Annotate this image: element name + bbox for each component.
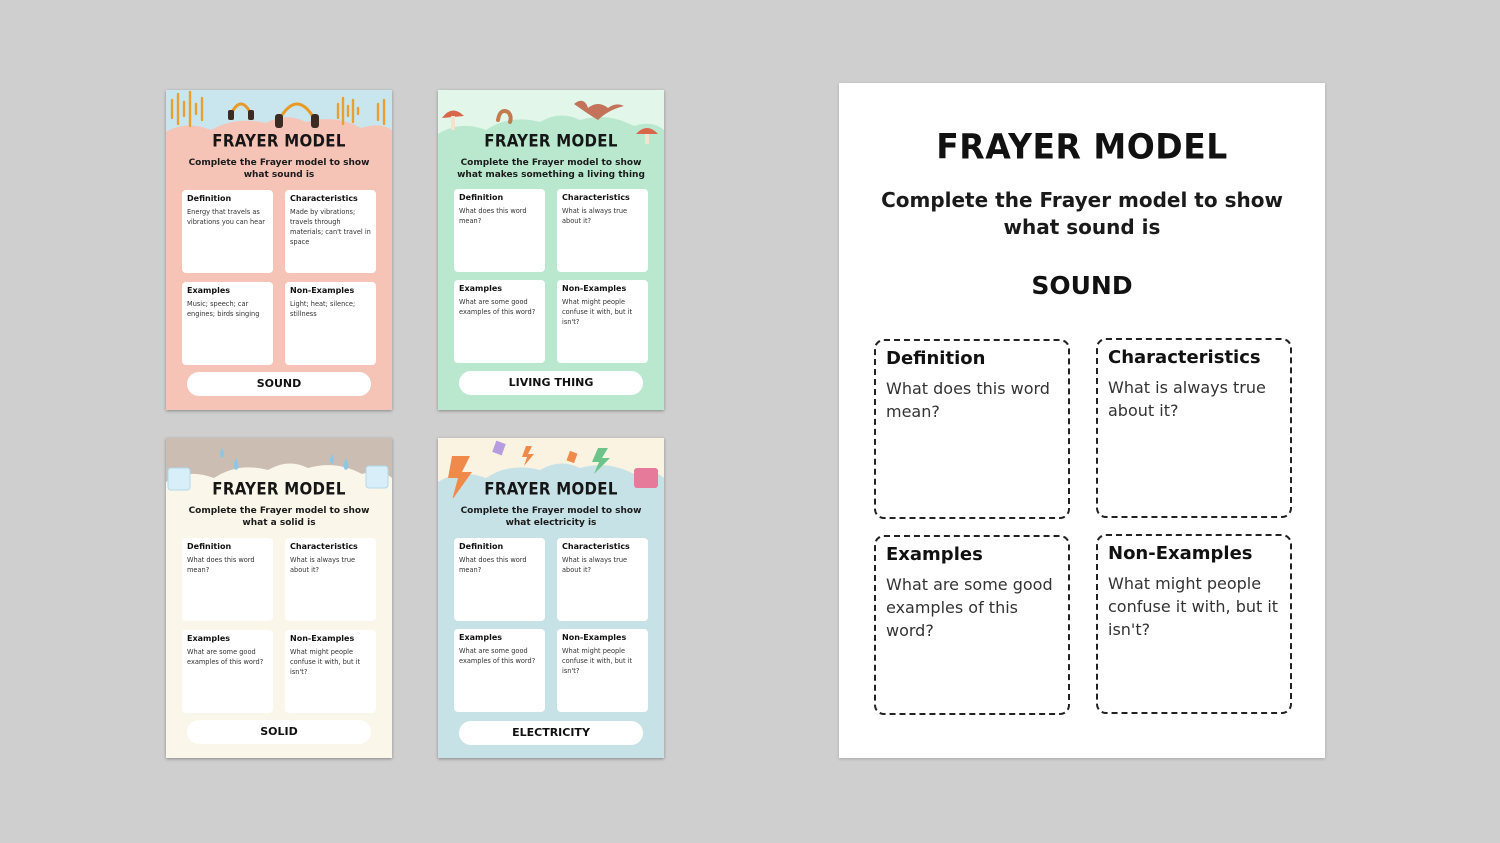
worksheet-subtitle: Complete the Frayer model to show what sound is (881, 188, 1283, 239)
concept-word: ELECTRICITY (459, 721, 643, 745)
examples-box[interactable] (182, 282, 273, 365)
box-heading: Non-Examples (562, 633, 627, 642)
box-text: What might people confuse it with, but it isn't? (290, 648, 361, 676)
box-text: What might people confuse it with, but it isn't? (562, 647, 633, 675)
frayer-card-sound[interactable] (166, 90, 392, 410)
definition-box[interactable] (874, 339, 1070, 519)
box-heading: Non-Examples (290, 286, 355, 295)
box-heading: Characteristics (562, 193, 630, 202)
box-heading: Characteristics (1108, 347, 1261, 368)
box-heading: Examples (459, 284, 503, 293)
examples-box[interactable] (182, 630, 273, 713)
bat-icon (574, 101, 624, 120)
box-text: What are some good examples of this word? (459, 647, 536, 665)
box-text: Energy that travels as vibrations you can hear (187, 208, 265, 226)
card-title: FRAYER MODEL (484, 479, 618, 499)
concept-word: SOLID (187, 720, 371, 744)
box-text: Made by vibrations; travels through materials; can't travel in space (290, 208, 371, 246)
card-title: FRAYER MODEL (212, 479, 346, 499)
card-subtitle: Complete the Frayer model to show what sound is (188, 158, 370, 180)
box-text: What is always true about it? (562, 556, 628, 574)
box-heading: Examples (459, 633, 503, 642)
box-text: What is always true about it? (562, 207, 628, 225)
box-heading: Non-Examples (562, 284, 627, 293)
card-subtitle: Complete the Frayer model to show what electricity is (460, 506, 642, 528)
box-heading: Non-Examples (290, 634, 355, 643)
worksheet-preview[interactable] (839, 83, 1325, 758)
box-heading: Definition (459, 542, 504, 551)
card-title: FRAYER MODEL (484, 131, 618, 151)
box-text: What does this word mean? (187, 556, 255, 574)
definition-box[interactable] (454, 189, 545, 272)
examples-box[interactable] (454, 629, 545, 712)
box-heading: Definition (886, 348, 986, 369)
box-text: What is always true about it? (1108, 378, 1266, 420)
card-subtitle: Complete the Frayer model to show what makes something a living thing (457, 158, 645, 180)
box-text: Music; speech; car engines; birds singing (187, 300, 260, 318)
frayer-card-living-thing[interactable] (438, 90, 664, 410)
box-text: What might people confuse it with, but it isn't? (562, 298, 633, 326)
box-heading: Examples (886, 544, 983, 565)
box-text: What does this word mean? (459, 556, 527, 574)
non-examples-box[interactable] (285, 282, 376, 365)
card-title: FRAYER MODEL (212, 131, 346, 151)
definition-box[interactable] (182, 538, 273, 621)
examples-box[interactable] (454, 280, 545, 363)
box-heading: Examples (187, 286, 231, 295)
box-text: What are some good examples of this word? (187, 648, 264, 666)
concept-word: LIVING THING (459, 371, 643, 395)
box-text: What are some good examples of this word? (886, 575, 1053, 640)
box-heading: Examples (187, 634, 231, 643)
characteristics-box[interactable] (1096, 338, 1292, 518)
box-heading: Definition (187, 542, 232, 551)
characteristics-box[interactable] (285, 538, 376, 621)
characteristics-box[interactable] (285, 190, 376, 273)
box-heading: Non-Examples (1108, 543, 1253, 564)
box-heading: Characteristics (290, 542, 358, 551)
card-subtitle: Complete the Frayer model to show what a solid is (188, 506, 370, 528)
box-text: What might people confuse it with, but it isn't? (1108, 574, 1279, 639)
box-heading: Definition (187, 194, 232, 203)
headphones-icon (231, 104, 315, 120)
definition-box[interactable] (182, 190, 273, 273)
non-examples-box[interactable] (557, 629, 648, 712)
examples-box[interactable] (874, 535, 1070, 715)
box-text: What does this word mean? (459, 207, 527, 225)
box-text: What is always true about it? (290, 556, 356, 574)
box-heading: Definition (459, 193, 504, 202)
frayer-card-electricity[interactable] (438, 438, 664, 758)
non-examples-box[interactable] (1096, 534, 1292, 714)
definition-box[interactable] (454, 538, 545, 621)
non-examples-box[interactable] (557, 280, 648, 363)
characteristics-box[interactable] (557, 538, 648, 621)
frayer-card-solid[interactable] (166, 438, 392, 758)
box-text: What are some good examples of this word? (459, 298, 536, 316)
non-examples-box[interactable] (285, 630, 376, 713)
box-heading: Characteristics (290, 194, 358, 203)
concept-word: SOUND (1031, 271, 1133, 300)
worksheet-title: FRAYER MODEL (936, 126, 1228, 167)
concept-word: SOUND (187, 372, 371, 396)
box-text: Light; heat; silence; stillness (290, 300, 356, 318)
box-text: What does this word mean? (886, 379, 1050, 421)
box-heading: Characteristics (562, 542, 630, 551)
characteristics-box[interactable] (557, 189, 648, 272)
worm-icon (498, 111, 511, 122)
